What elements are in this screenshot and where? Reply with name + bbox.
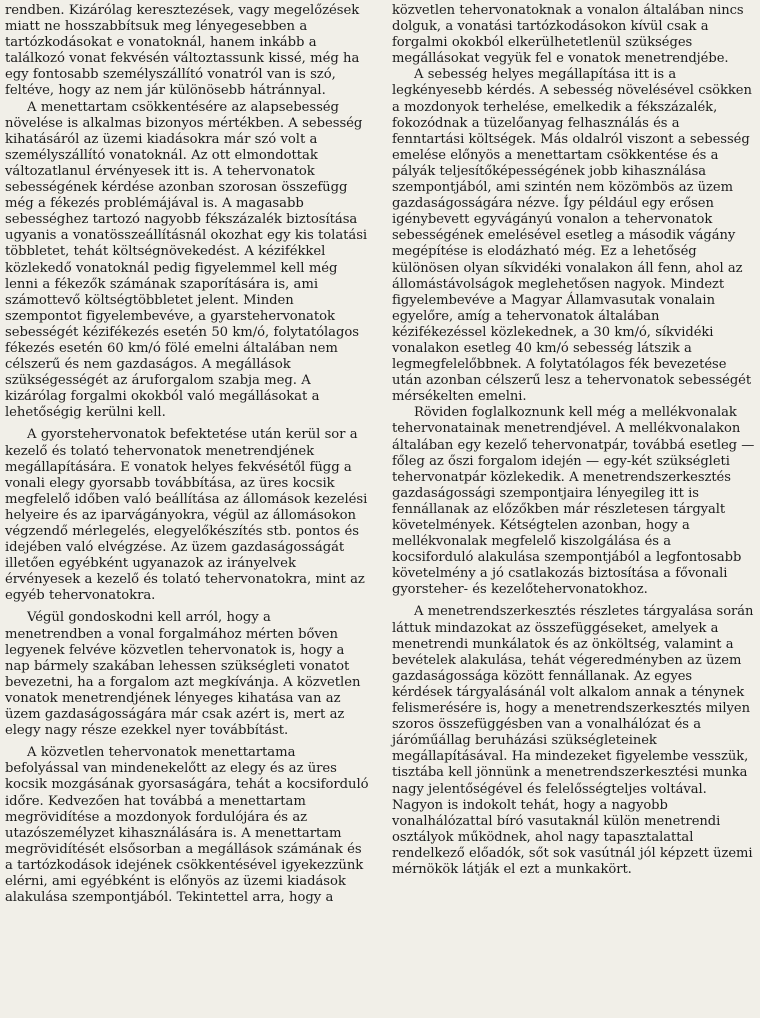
left-column-paragraph-5: A közvetlen tehervonatok menettartama befolyással van mindenekelőtt az elegy és az üres kocsik mozgásának gyorsaságára, tehát a kocsiforduló időre. Kedvezően hat továbbá a menettartam megrövidítése a mozdonyok fordulójára és az utazószemélyzet kihasználására is. A menettartam megrövidítését elsősorban a megállások számának és a tartózkodások idejének csökkentésével igyekezzünk elérni, ami egyébként is előnyös az üzemi kiadások alakulása szempontjából. Tekintettel arra, hogy a: [5, 745, 373, 906]
left-column-paragraph-4: Végül gondoskodni kell arról, hogy a menetrendben a vonal forgalmához mérten bőven legyenek felvéve közvetlen tehervonatok is, hogy a nap bármely szakában lehessen szükségleti vonatot bevezetni, ha a forgalom azt megkívánja. A közvetlen vonatok menetrendjének lényeges kihatása van az üzem gazdaságosságára már csak azért is, mert az elegy nagy része ezekkel nyer továbbítást.: [5, 610, 365, 739]
left-text-column: [5, 3, 373, 1018]
right-column-paragraph-4: A menetrendszerkesztés részletes tárgyalása során láttuk mindazokat az összefüggéseket, amelyek a menetrendi munkálatok és az önköltség, valamint a bevételek alakulása, tehát végeredményben az üzem gazdaságossága között fennállanak. Az egyes kérdések tárgyalásánál volt alkalom annak a ténynek felismerésére is, hogy a menetrendszerkesztés milyen szoros összefüggésben van a vonalhálózat és a járóműállag beruházási szükségleteinek megállapításával. Ha mindezeket figyelembe vesszük, tisztába kell jönnünk a menetrendszerkesztési munka nagy jelentőségével és felelősségteljes voltával. Nagyon is indokolt tehát, hogy a nagyobb vonalhálózattal bíró vasutaknál külön menetrendi osztályok működnek, ahol nagy tapasztalattal rendelkező előadók, sőt sok vasútnál jól képzett üzemi mérnökök látják el ezt a munkakört.: [392, 604, 758, 877]
left-column-paragraph-1: rendben. Kizárólag keresztezések, vagy megelőzések miatt ne hosszabbítsuk meg lényegesebben a tartózkodásokat e vonatoknál, hanem inkább a találkozó vonat fekvésén változtassunk kissé, még ha egy fontosabb személyszállító vonatról van is szó, feltéve, hogy az nem jár különösebb hátránnyal.: [5, 3, 364, 99]
right-column-paragraph-3: Röviden foglalkoznunk kell még a mellékvonalak tehervonatainak menetrendjével. A mellékvonalakon általában egy kezelő tehervonatpár, továbbá esetleg — főleg az őszi forgalom idején — egy-két szükségleti tehervonatpár közlekedik. A menetrendszerkesztés gazdaságossági szempontjaira lényegileg itt is fennállanak az előzőkben már részletesen tárgyalt követelmények. Kétségtelen azonban, hogy a mellékvonalak megfelelő kiszolgálása és a kocsiforduló alakulása szempontjából a legfontosabb követelmény a jó csatlakozás biztosítása a fővonali gyorsteher- és kezelőtehervonatokhoz.: [392, 405, 759, 598]
left-column-paragraph-3: A gyorstehervonatok befektetése után kerül sor a kezelő és tolató tehervonatok menetrendjének megállapítására. E vonatok helyes fekvésétől függ a vonali elegy gyorsabb továbbítása, az üres kocsik megfelelő időben való beállítása az állomások kezelési helyeire és az iparvágányokra, végül az állomásokon végzendő mérlegelés, elegyelőkészítés stb. pontos és idejében való elvégzése. Az üzem gazdaságosságát illetően egyébként ugyanazok az irányelvek érvényesek a kezelő és tolató tehervonatokra, mint az egyéb tehervonatokra.: [5, 427, 372, 604]
right-text-column: [392, 3, 759, 1018]
left-column-paragraph-2: A menettartam csökkentésére az alapsebesség növelése is alkalmas bizonyos mértékben. A sebesség kihatásáról az üzemi kiadásokra már szó volt a személyszállító vonatoknál. Az ott elmondottak változatlanul érvényesek itt is. A tehervonatok sebességének kérdése azonban szorosan összefügg még a fékezés problémájával is. A magasabb sebességhez tartozó nagyobb fékszázalék biztosítása ugyanis a vonatösszeállításnál okozhat egy kis tolatási többletet, tehát költségnövekedést. A kézifékkel közlekedő vonatoknál pedig figyelemmel kell még lenni a fékezők számának szaporítására is, ami számottevő költségtöbbletet jelent. Minden szempontot figyelembevéve, a gyarstehervonatok sebességét kézifékezés esetén 50 km/ó, folytatólagos fékezés esetén 60 km/ó fölé emelni általában nem célszerű és nem gazdaságos. A megállások szükségességét az áruforgalom szabja meg. A kizárólag forgalmi okokból való megállásokat a lehetőségig kerülni kell.: [5, 99, 372, 421]
right-column-paragraph-1: közvetlen tehervonatoknak a vonalon általában nincs dolguk, a vonatási tartózkodásokon kívül csak a forgalmi okokból elkerülhetetlenül szükséges megállásokat vegyük fel e vonatok menetrendjébe.: [392, 3, 748, 67]
right-column-paragraph-2: A sebesség helyes megállapítása itt is a legkényesebb kérdés. A sebesség növelésével csökken a mozdonyok terhelése, emelkedik a fékszázalék, fokozódnak a tüzelőanyag felhasználás és a fenntartási költségek. Más oldalról viszont a sebesség emelése előnyös a menettartam csökkentése és a pályák teljesítőképességének jobb kihasználása szempontjából, ami szintén nem közömbös az üzem gazdaságosságára nézve. Így például egy erősen igénybevett egyvágányú vonalon a tehervonatok sebességének emelésével esetleg a második vágány megépítése is elodázható még. Ez a lehetőség különösen olyan síkvidéki vonalakon áll fenn, ahol az állomástávolságok meglehetősen nagyok. Mindezt figyelembevéve a Magyar Államvasutak vonalain egyelőre, amíg a tehervonatok általában kézifékezéssel közlekednek, a 30 km/ó, síkvidéki vonalakon esetleg 40 km/ó sebesség látszik a legmegfelelőbbnek. A folytatólagos fék bevezetése után azonban célszerű lesz a tehervonatok sebességét mérsékelten emelni.: [392, 67, 757, 405]
